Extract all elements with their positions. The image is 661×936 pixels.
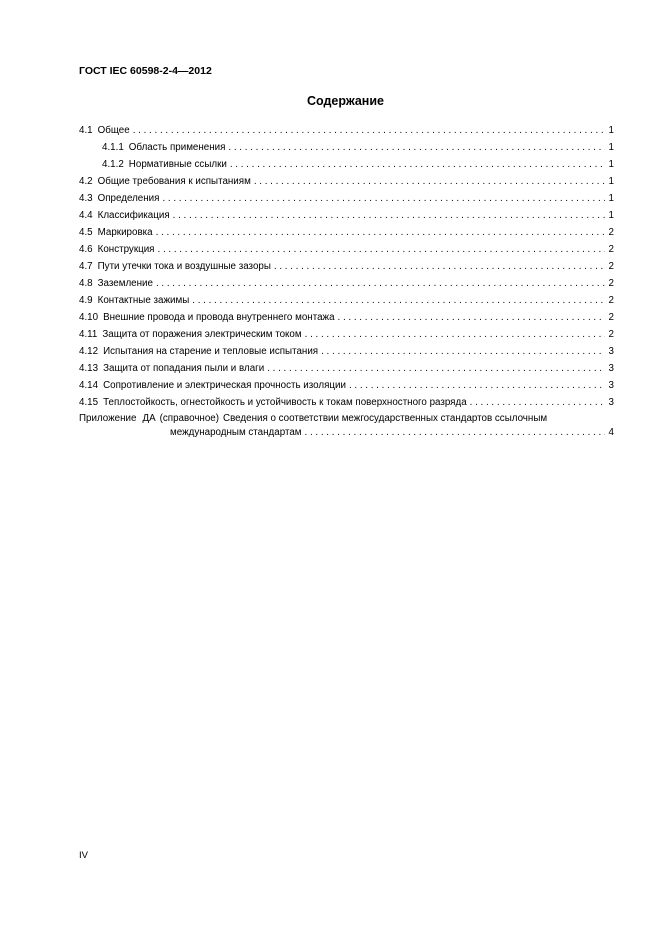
toc-entry[interactable]	[79, 292, 614, 309]
toc-entry-title: Конструкция	[97, 244, 155, 255]
annex-page-number: 4	[608, 427, 614, 438]
toc-entry[interactable]	[79, 377, 614, 394]
toc-entry-number: 4.9	[79, 295, 93, 306]
toc-leader-dots	[305, 326, 605, 343]
toc-entry-number: 4.6	[79, 244, 93, 255]
toc-leader-dots	[228, 139, 605, 156]
toc-entry[interactable]	[79, 190, 614, 207]
toc-entry[interactable]	[79, 258, 614, 275]
toc-leader-dots	[349, 377, 605, 394]
toc-entry-page: 3	[608, 363, 614, 374]
toc-entry-title: Общее	[97, 125, 130, 136]
toc-title: Содержание	[306, 94, 384, 108]
toc-entry-number: 4.14	[79, 380, 99, 391]
toc-entries	[79, 122, 614, 411]
toc-entry[interactable]	[79, 156, 614, 173]
toc-entry-number: 4.10	[79, 312, 99, 323]
document-header: ГОСТ IEC 60598-2-4—2012	[79, 65, 212, 77]
toc-entry[interactable]	[79, 122, 614, 139]
toc-entry-page: 2	[608, 329, 614, 340]
toc-leader-dots	[267, 360, 605, 377]
toc-leader-dots	[254, 173, 605, 190]
annex-letter: ДА	[142, 413, 156, 424]
toc-entry-number: 4.7	[79, 261, 93, 272]
toc-entry-number: 4.1.2	[102, 159, 124, 170]
toc-entry-number: 4.4	[79, 210, 93, 221]
toc-entry-page: 1	[608, 159, 614, 170]
toc-entry-page: 2	[608, 244, 614, 255]
toc-leader-dots	[162, 190, 605, 207]
toc-entry-number: 4.1	[79, 125, 93, 136]
annex-kind: (справочное)	[159, 413, 220, 424]
toc-leader-dots	[158, 241, 606, 258]
toc-leader-dots	[173, 207, 605, 224]
toc-entry-title: Контактные зажимы	[97, 295, 190, 306]
toc-entry[interactable]	[79, 326, 614, 343]
toc-entry[interactable]	[79, 241, 614, 258]
page-number: IV	[79, 850, 88, 861]
toc-leader-dots	[321, 343, 605, 360]
toc-entry-page: 1	[608, 193, 614, 204]
toc-entry[interactable]	[79, 394, 614, 411]
toc-entry-page: 2	[608, 295, 614, 306]
toc-entry[interactable]	[79, 173, 614, 190]
toc-entry-title: Защита от поражения электрическим током	[102, 329, 302, 340]
toc-entry-number: 4.13	[79, 363, 99, 374]
toc-entry-title: Маркировка	[97, 227, 153, 238]
toc-entry-page: 1	[608, 142, 614, 153]
toc-entry[interactable]	[79, 224, 614, 241]
toc-entry-title: Заземление	[97, 278, 153, 289]
toc-entry-page: 2	[608, 312, 614, 323]
toc-entry-number: 4.8	[79, 278, 93, 289]
toc-entry-number: 4.3	[79, 193, 93, 204]
toc-entry-title: Сопротивление и электрическая прочность изоляции	[103, 380, 346, 391]
toc-entry-title: Испытания на старение и тепловые испытания	[103, 346, 319, 357]
toc-entry-page: 1	[608, 176, 614, 187]
toc-entry-title: Теплостойкость, огнестойкость и устойчивость к токам поверхностного разряда	[103, 397, 467, 408]
toc-entry-title: Область применения	[128, 142, 226, 153]
toc-entry-number: 4.1.1	[102, 142, 124, 153]
toc-entry-title: Определения	[97, 193, 160, 204]
toc-entry[interactable]	[79, 309, 614, 326]
toc-entry-title: Классификация	[97, 210, 170, 221]
toc-entry-number: 4.2	[79, 176, 93, 187]
toc-leader-dots	[230, 156, 605, 173]
toc-leader-dots	[156, 224, 605, 241]
toc-entry-title: Внешние провода и провода внутреннего монтажа	[103, 312, 335, 323]
toc-entry[interactable]	[79, 360, 614, 377]
annex-title-line2: международным стандартам	[170, 427, 302, 438]
toc-leader-dots	[192, 292, 605, 309]
toc-entry-page: 3	[608, 397, 614, 408]
toc-entry-page: 2	[608, 227, 614, 238]
toc-annex-entry[interactable]	[79, 412, 614, 440]
toc-entry-title: Пути утечки тока и воздушные зазоры	[97, 261, 271, 272]
toc-leader-dots	[305, 426, 605, 440]
toc-entry[interactable]	[79, 343, 614, 360]
toc-entry-page: 3	[608, 380, 614, 391]
toc-entry-number: 4.5	[79, 227, 93, 238]
toc-entry-title: Нормативные ссылки	[128, 159, 227, 170]
toc-leader-dots	[338, 309, 605, 326]
annex-label: Приложение	[79, 413, 137, 424]
toc-entry-title: Общие требования к испытаниям	[97, 176, 251, 187]
toc-entry-number: 4.12	[79, 346, 99, 357]
toc-entry[interactable]	[79, 139, 614, 156]
toc-entry-page: 3	[608, 346, 614, 357]
toc-entry-number: 4.11	[79, 329, 98, 340]
toc-entry[interactable]	[79, 207, 614, 224]
toc-entry-page: 1	[608, 210, 614, 221]
toc-entry-page: 2	[608, 261, 614, 272]
toc-leader-dots	[133, 122, 605, 139]
annex-title-line1: Сведения о соответствии межгосударственных стандартов ссылочным	[223, 413, 548, 424]
toc-leader-dots	[274, 258, 605, 275]
toc-leader-dots	[470, 394, 605, 411]
toc-entry-title: Защита от попадания пыли и влаги	[103, 363, 265, 374]
toc-entry[interactable]	[79, 275, 614, 292]
table-of-contents	[79, 122, 614, 440]
toc-entry-page: 2	[608, 278, 614, 289]
toc-leader-dots	[156, 275, 605, 292]
toc-entry-page: 1	[608, 125, 614, 136]
toc-entry-number: 4.15	[79, 397, 99, 408]
